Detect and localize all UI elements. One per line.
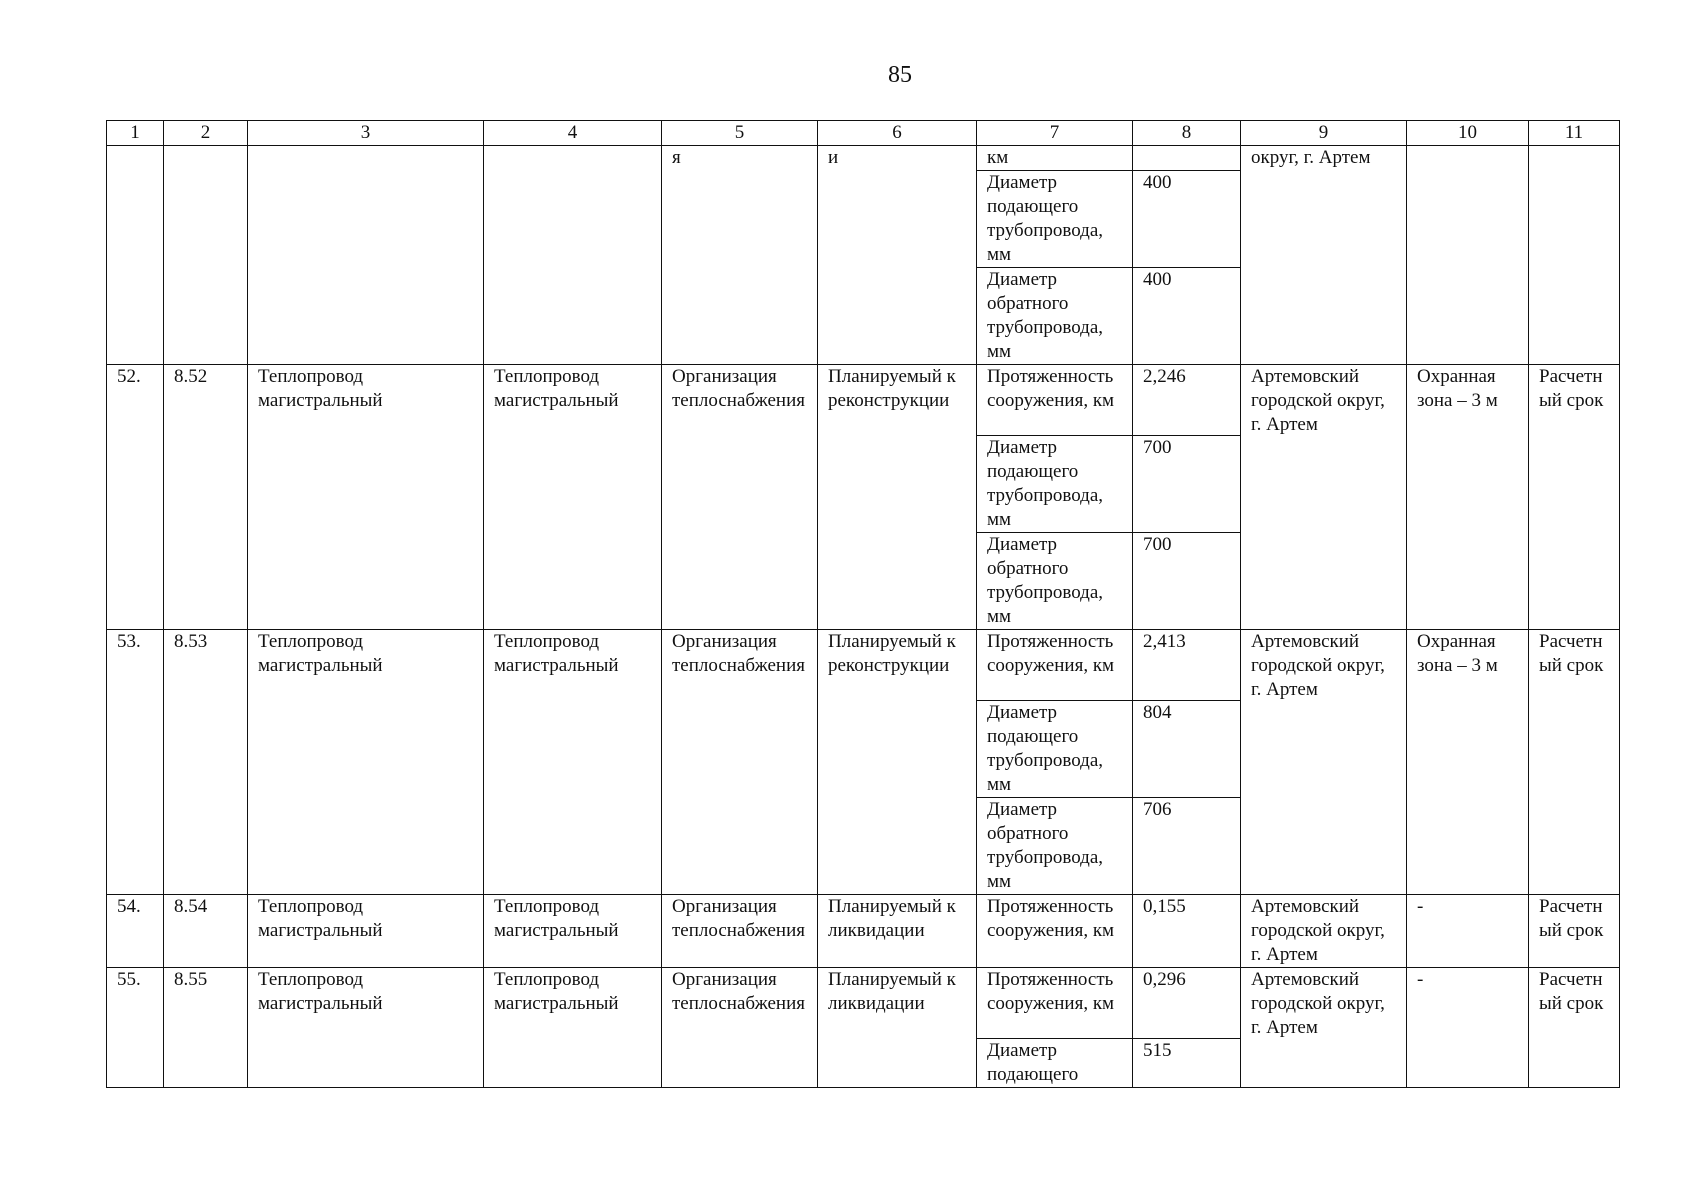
status-cell: Планируемый к ликвидации bbox=[818, 968, 977, 1088]
param-name-cell: Диаметр подающего трубопровода, мм bbox=[977, 171, 1133, 268]
param-name-cell: км bbox=[977, 146, 1133, 171]
row-code-cell: 8.54 bbox=[164, 895, 248, 968]
param-name-cell: Протяженность сооружения, км bbox=[977, 895, 1133, 968]
objects-table bbox=[106, 120, 1620, 1088]
column-number: 7 bbox=[977, 121, 1133, 146]
column-number: 11 bbox=[1529, 121, 1620, 146]
row-number-cell: 52. bbox=[107, 365, 164, 630]
term-cell: Расчетный срок bbox=[1529, 895, 1620, 968]
term-cell: Расчетный срок bbox=[1529, 968, 1620, 1088]
row-number-cell bbox=[107, 146, 164, 365]
row-number-cell: 55. bbox=[107, 968, 164, 1088]
status-cell: Планируемый к реконструкции bbox=[818, 365, 977, 630]
location-cell: округ, г. Артем bbox=[1241, 146, 1407, 365]
status-cell: и bbox=[818, 146, 977, 365]
purpose-cell: Организация теплоснабжения bbox=[662, 630, 818, 895]
param-value-cell: 2,413 bbox=[1133, 630, 1241, 701]
object-type-cell: Теплопровод магистральный bbox=[484, 968, 662, 1088]
object-name-cell bbox=[248, 146, 484, 365]
column-number: 1 bbox=[107, 121, 164, 146]
param-value-cell: 700 bbox=[1133, 436, 1241, 533]
param-value-cell: 700 bbox=[1133, 533, 1241, 630]
param-value-cell bbox=[1133, 146, 1241, 171]
location-cell: Артемовский городской округ, г. Артем bbox=[1241, 365, 1407, 630]
table-row bbox=[107, 365, 1620, 436]
param-name-cell: Диаметр подающего трубопровода, мм bbox=[977, 701, 1133, 798]
page-number: 85 bbox=[888, 62, 912, 88]
table-row bbox=[107, 630, 1620, 701]
column-number: 6 bbox=[818, 121, 977, 146]
table-row bbox=[107, 895, 1620, 968]
location-cell: Артемовский городской округ, г. Артем bbox=[1241, 968, 1407, 1088]
status-cell: Планируемый к ликвидации bbox=[818, 895, 977, 968]
location-cell: Артемовский городской округ, г. Артем bbox=[1241, 895, 1407, 968]
zone-cell: - bbox=[1407, 968, 1529, 1088]
column-number: 9 bbox=[1241, 121, 1407, 146]
purpose-cell: Организация теплоснабжения bbox=[662, 365, 818, 630]
object-name-cell: Теплопровод магистральный bbox=[248, 630, 484, 895]
param-name-cell: Диаметр обратного трубопровода, мм bbox=[977, 798, 1133, 895]
purpose-cell: Организация теплоснабжения bbox=[662, 895, 818, 968]
column-number: 2 bbox=[164, 121, 248, 146]
param-value-cell: 400 bbox=[1133, 171, 1241, 268]
object-name-cell: Теплопровод магистральный bbox=[248, 968, 484, 1088]
object-type-cell: Теплопровод магистральный bbox=[484, 895, 662, 968]
table-row bbox=[107, 968, 1620, 1039]
param-value-cell: 804 bbox=[1133, 701, 1241, 798]
param-value-cell: 706 bbox=[1133, 798, 1241, 895]
column-number: 10 bbox=[1407, 121, 1529, 146]
purpose-cell: Организация теплоснабжения bbox=[662, 968, 818, 1088]
zone-cell: Охранная зона – 3 м bbox=[1407, 630, 1529, 895]
term-cell bbox=[1529, 146, 1620, 365]
row-code-cell: 8.52 bbox=[164, 365, 248, 630]
param-value-cell: 2,246 bbox=[1133, 365, 1241, 436]
zone-cell bbox=[1407, 146, 1529, 365]
purpose-cell: я bbox=[662, 146, 818, 365]
row-code-cell: 8.55 bbox=[164, 968, 248, 1088]
column-number: 3 bbox=[248, 121, 484, 146]
zone-cell: - bbox=[1407, 895, 1529, 968]
param-name-cell: Диаметр обратного трубопровода, мм bbox=[977, 268, 1133, 365]
status-cell: Планируемый к реконструкции bbox=[818, 630, 977, 895]
param-name-cell: Протяженность сооружения, км bbox=[977, 365, 1133, 436]
row-number-cell: 54. bbox=[107, 895, 164, 968]
table-row-continuation bbox=[107, 146, 1620, 171]
column-number: 4 bbox=[484, 121, 662, 146]
param-value-cell: 0,155 bbox=[1133, 895, 1241, 968]
object-type-cell: Теплопровод магистральный bbox=[484, 365, 662, 630]
object-type-cell: Теплопровод магистральный bbox=[484, 630, 662, 895]
param-name-cell: Протяженность сооружения, км bbox=[977, 630, 1133, 701]
row-code-cell bbox=[164, 146, 248, 365]
object-name-cell: Теплопровод магистральный bbox=[248, 895, 484, 968]
column-number-row bbox=[107, 121, 1620, 146]
param-name-cell: Диаметр подающего трубопровода, мм bbox=[977, 436, 1133, 533]
object-type-cell bbox=[484, 146, 662, 365]
term-cell: Расчетный срок bbox=[1529, 365, 1620, 630]
row-number-cell: 53. bbox=[107, 630, 164, 895]
param-value-cell: 0,296 bbox=[1133, 968, 1241, 1039]
object-name-cell: Теплопровод магистральный bbox=[248, 365, 484, 630]
zone-cell: Охранная зона – 3 м bbox=[1407, 365, 1529, 630]
location-cell: Артемовский городской округ, г. Артем bbox=[1241, 630, 1407, 895]
param-name-cell: Диаметр подающего bbox=[977, 1039, 1133, 1088]
column-number: 8 bbox=[1133, 121, 1241, 146]
param-name-cell: Диаметр обратного трубопровода, мм bbox=[977, 533, 1133, 630]
param-value-cell: 515 bbox=[1133, 1039, 1241, 1088]
param-value-cell: 400 bbox=[1133, 268, 1241, 365]
row-code-cell: 8.53 bbox=[164, 630, 248, 895]
term-cell: Расчетный срок bbox=[1529, 630, 1620, 895]
column-number: 5 bbox=[662, 121, 818, 146]
param-name-cell: Протяженность сооружения, км bbox=[977, 968, 1133, 1039]
